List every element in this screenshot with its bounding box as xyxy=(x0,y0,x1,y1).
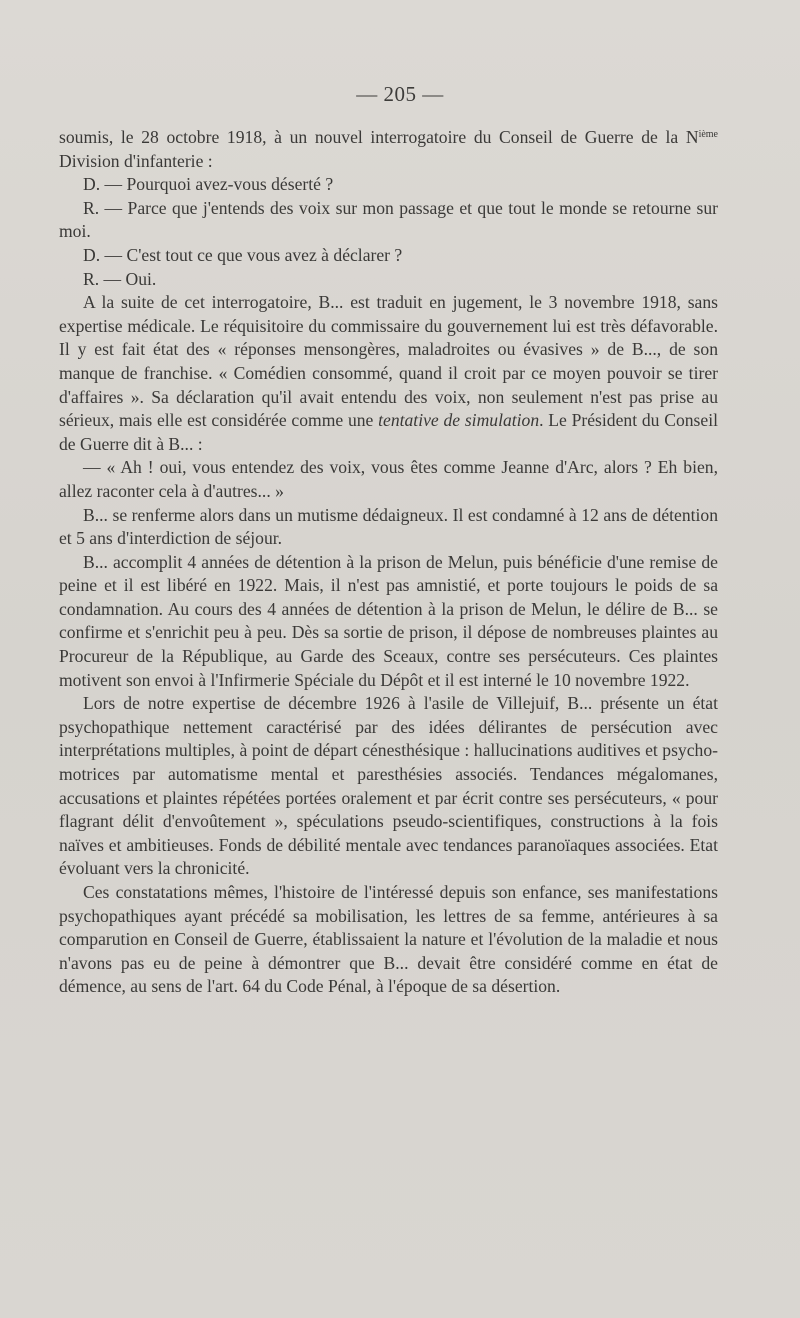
paragraph-quote: — « Ah ! oui, vous entendez des voix, vous êtes comme Jeanne d'Arc, alors ? Eh bien, allez raconter cela à d'autres... » xyxy=(59,457,718,501)
paragraph-text: Division d'infanterie : xyxy=(59,150,213,171)
superscript-ordinal: ième xyxy=(698,129,718,140)
dialogue-answer: R. — Oui. xyxy=(83,268,157,289)
paragraph-text: soumis, le 28 octobre 1918, à un nouvel interrogatoire du Conseil de Guerre de la N xyxy=(59,127,699,147)
page-number: — 205 — xyxy=(356,82,444,106)
paragraph-trial xyxy=(59,291,718,456)
paragraph-conclusion: Ces constatations mêmes, l'histoire de l'intéressé depuis son enfance, ses manifestations psychopathiques ayant précédé sa mobilisation, les lettres de sa femme, antérieures à sa comparution en Conseil de Guerre, établissaient la nature et l'évolution de la maladie et nous n'avons pas eu de peine à démontrer que B... devait être considéré comme en état de démence, au sens de l'art. 64 du Code Pénal, à l'époque de sa désertion. xyxy=(59,882,718,997)
dialogue-answer: R. — Parce que j'entends des voix sur mon passage et que tout le monde se retourne sur moi. xyxy=(59,197,718,242)
paragraph-expertise: Lors de notre expertise de décembre 1926 à l'asile de Villejuif, B... présente un état psychopathique nettement caractérisé par des idées délirantes de persécution avec interprétations multiples, à point de départ cénesthésique : hallucinations auditives et psycho-motrices par automatisme mental et paresthésies associés. Tendances mégalomanes, accusations et plaintes répétées portées oralement et par écrit contre ses persécuteurs, « pour flagrant délit d'envoûtement », spéculations pseudo-scientifiques, constructions à la fois naïves et ambitieuses. Fonds de débilité mentale avec tendances paranoïaques associées. Etat évoluant vers la chronicité. xyxy=(59,693,718,879)
paragraph-text: A la suite de cet interrogatoire, B... est traduit en jugement, le 3 novembre 1918, sans expertise médicale. Le réquisitoire du commissaire du gouvernement lui est très défavorable. Il y est fait état des « réponses mensongères, maladroites ou évasives » de B..., de son manque de franchise. « Comédien consommé, quand il croit par ce moyen pouvoir se tirer d'affaires ». Sa déclaration qu'il avait entendu des voix, non seulement n'est pas prise au sérieux, mais elle est considérée comme une xyxy=(59,292,718,431)
body-text xyxy=(59,126,718,999)
dialogue-question: D. — C'est tout ce que vous avez à déclarer ? xyxy=(83,244,403,265)
dialogue-question: D. — Pourquoi avez-vous déserté ? xyxy=(83,174,334,195)
paragraph-detention: B... accomplit 4 années de détention à la prison de Melun, puis bénéficie d'une remise de peine et il est libéré en 1922. Mais, il n'est pas amnistié, et porte toujours le poids de sa condamnation. Au cours des 4 années de détention à la prison de Melun, le délire de B... se confirme et s'enrichit peu à peu. Dès sa sortie de prison, il dépose de nombreuses plaintes au Procureur de la République, au Garde des Sceaux, contre ses persécuteurs. Ces plaintes motivent son envoi à l'Infirmerie Spéciale du Dépôt et il est interné le 10 novembre 1922. xyxy=(59,551,718,690)
paragraph-continuation xyxy=(59,126,718,173)
paragraph-sentence: B... se renferme alors dans un mutisme dédaigneux. Il est condamné à 12 ans de détention et 5 ans d'interdiction de séjour. xyxy=(59,504,718,549)
italic-phrase: tentative de simulation xyxy=(378,410,540,431)
paragraph-text: . Le Président du Conseil de Guerre dit à B... : xyxy=(59,410,718,454)
